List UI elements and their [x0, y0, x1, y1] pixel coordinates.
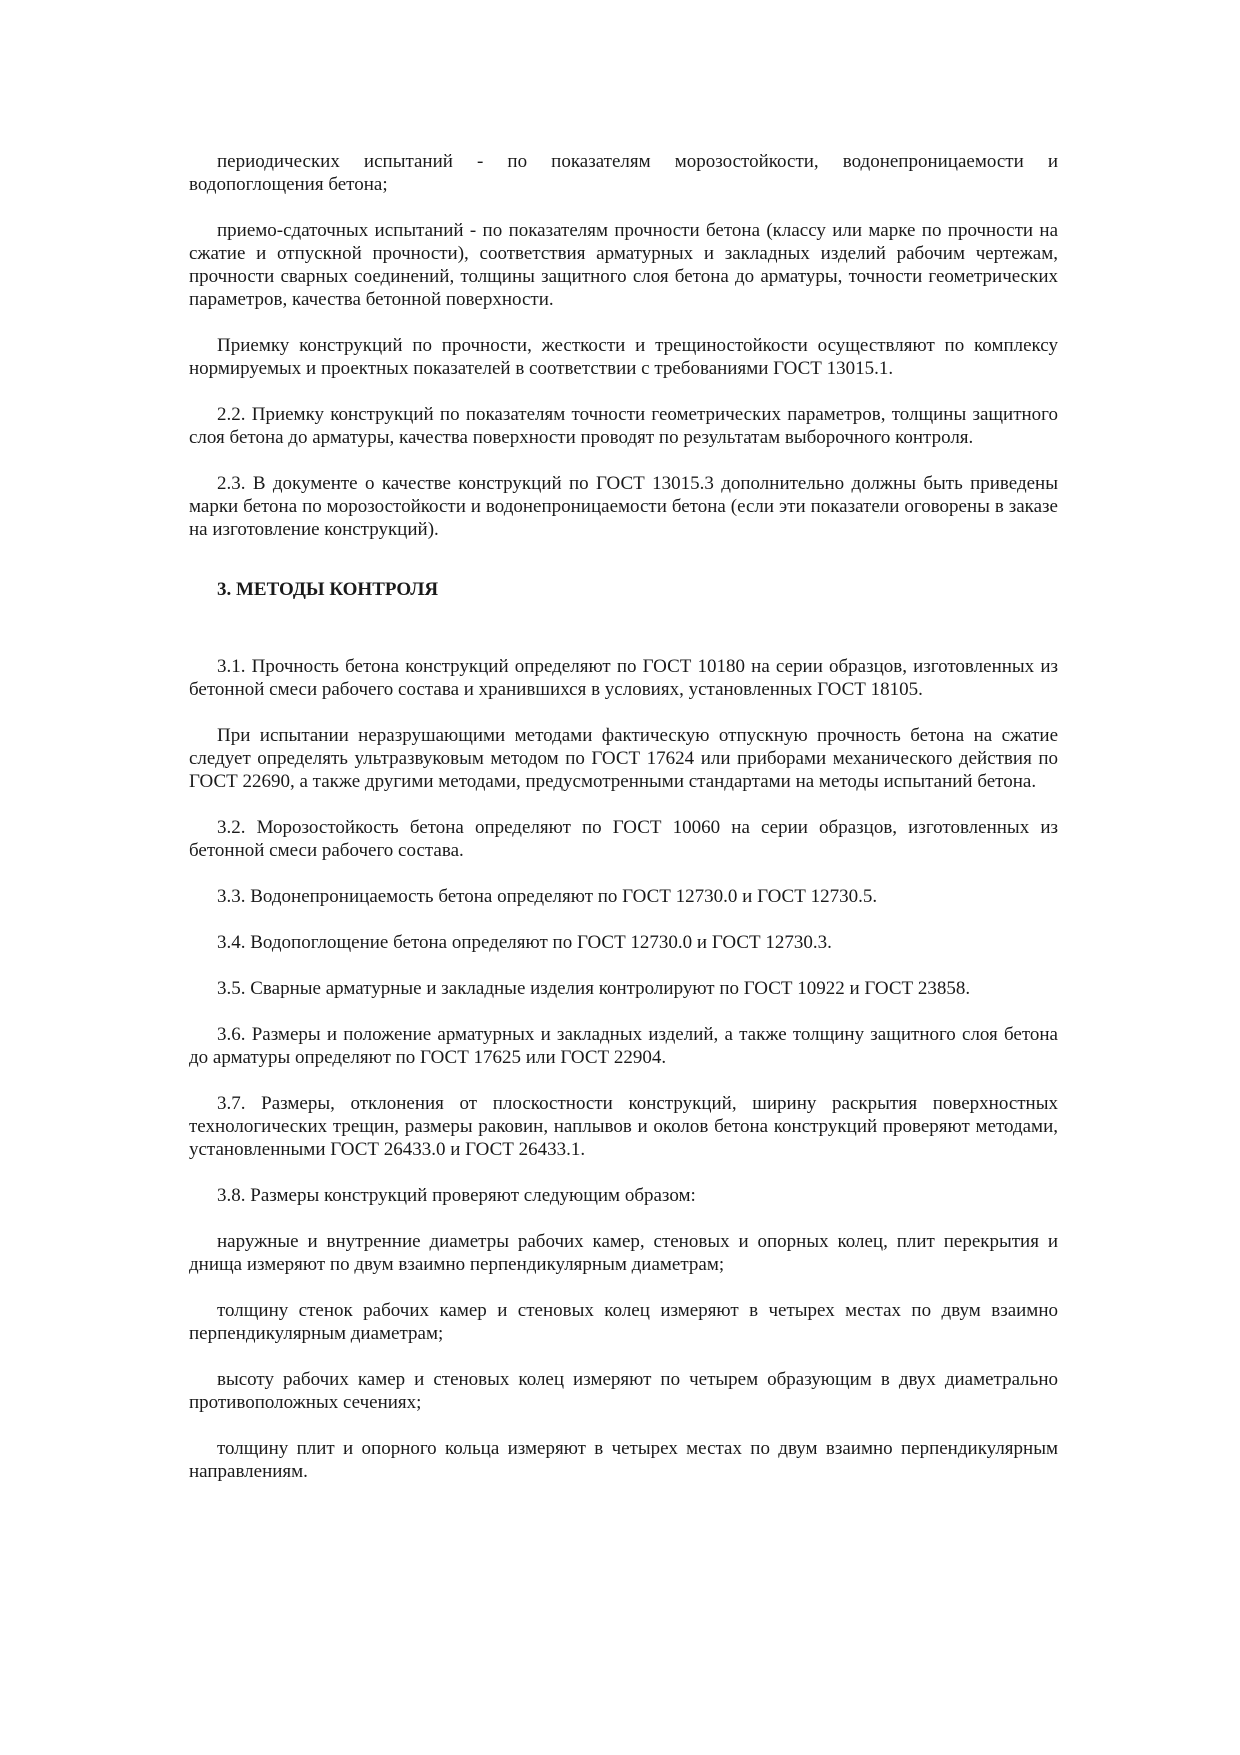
paragraph-periodic-tests: периодических испытаний - по показателям морозостойкости, водонепроницаемости и водопоглощения бетона; [189, 151, 1058, 195]
paragraph-diameters: наружные и внутренние диаметры рабочих камер, стеновых и опорных колец, плит перекрытия и днища измеряют по двум взаимно перпендикулярным диаметрам; [189, 1231, 1058, 1275]
paragraph-plate-thickness: толщину плит и опорного кольца измеряют в четырех местах по двум взаимно перпендикулярным направлениям. [189, 1438, 1058, 1482]
paragraph-3-1: 3.1. Прочность бетона конструкций определяют по ГОСТ 10180 на серии образцов, изготовленных из бетонной смеси рабочего состава и хранившихся в условиях, установленных ГОСТ 18105. [189, 656, 1058, 700]
paragraph-wall-thickness: толщину стенок рабочих камер и стеновых колец измеряют в четырех местах по двум взаимно перпендикулярным диаметрам; [189, 1300, 1058, 1344]
paragraph-3-7: 3.7. Размеры, отклонения от плоскостности конструкций, ширину раскрытия поверхностных технологических трещин, размеры раковин, наплывов и околов бетона конструкций проверяют методами, установленными ГОСТ 26433.0 и ГОСТ 26433.1. [189, 1093, 1058, 1160]
paragraph-3-5: 3.5. Сварные арматурные и закладные изделия контролируют по ГОСТ 10922 и ГОСТ 23858. [217, 978, 971, 999]
paragraph-3-4: 3.4. Водопоглощение бетона определяют по ГОСТ 12730.0 и ГОСТ 12730.3. [217, 932, 832, 953]
paragraph-3-6: 3.6. Размеры и положение арматурных и закладных изделий, а также толщину защитного слоя бетона до арматуры определяют по ГОСТ 17625 или ГОСТ 22904. [189, 1024, 1058, 1068]
document-page [189, 150, 1058, 1506]
section-heading: 3. МЕТОДЫ КОНТРОЛЯ [217, 579, 439, 600]
paragraph-acceptance-strength: Приемку конструкций по прочности, жесткости и трещиностойкости осуществляют по комплексу нормируемых и проектных показателей в соответствии с требованиями ГОСТ 13015.1. [189, 335, 1058, 379]
paragraph-acceptance-tests: приемо-сдаточных испытаний - по показателям прочности бетона (классу или марке по прочности на сжатие и отпускной прочности), соответствия арматурных и закладных изделий рабочим чертежам, прочности сварных соединений, толщины защитного слоя бетона до арматуры, точности геометрических параметров, качества бетонной поверхности. [189, 220, 1058, 310]
paragraph-height: высоту рабочих камер и стеновых колец измеряют по четырем образующим в двух диаметрально противоположных сечениях; [189, 1369, 1058, 1413]
paragraph-3-2: 3.2. Морозостойкость бетона определяют по ГОСТ 10060 на серии образцов, изготовленных из бетонной смеси рабочего состава. [189, 817, 1058, 861]
paragraph-2-3: 2.3. В документе о качестве конструкций по ГОСТ 13015.3 дополнительно должны быть приведены марки бетона по морозостойкости и водонепроницаемости бетона (если эти показатели оговорены в заказе на изготовление конструкций). [189, 473, 1058, 540]
paragraph-nondestructive-testing: При испытании неразрушающими методами фактическую отпускную прочность бетона на сжатие следует определять ультразвуковым методом по ГОСТ 17624 или приборами механического действия по ГОСТ 22690, а также другими методами, предусмотренными стандартами на методы испытаний бетона. [189, 725, 1058, 792]
paragraph-2-2: 2.2. Приемку конструкций по показателям точности геометрических параметров, толщины защитного слоя бетона до арматуры, качества поверхности проводят по результатам выборочного контроля. [189, 404, 1058, 448]
paragraph-3-3: 3.3. Водонепроницаемость бетона определяют по ГОСТ 12730.0 и ГОСТ 12730.5. [217, 886, 878, 907]
paragraph-3-8: 3.8. Размеры конструкций проверяют следующим образом: [217, 1185, 696, 1206]
